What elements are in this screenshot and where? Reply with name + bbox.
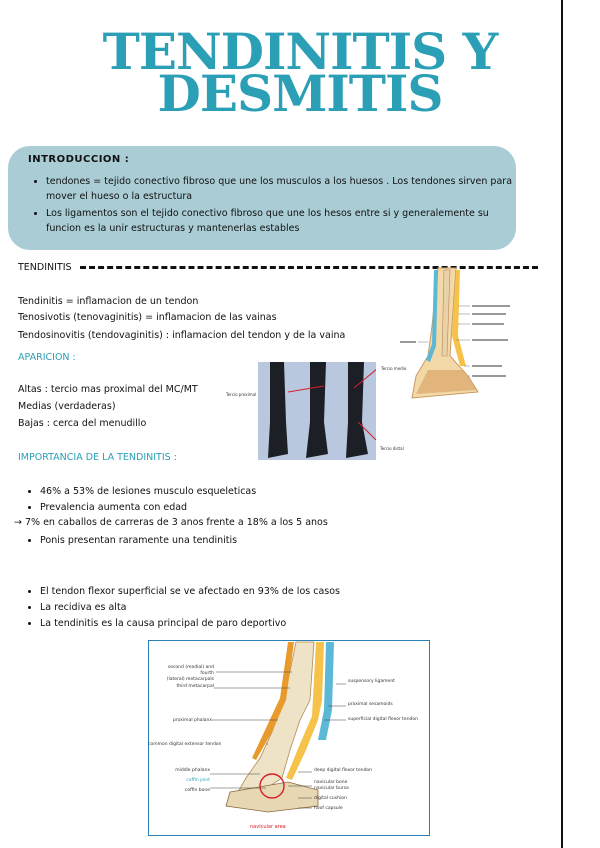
- diagram-label: deep digital flexor tendon: [314, 768, 373, 773]
- intro-bullet-list: [28, 174, 516, 238]
- aparicion-heading: APARICION :: [18, 352, 76, 363]
- list-item: • La recidiva es alta: [40, 600, 340, 616]
- diagram-label: common digital extensor tendon: [148, 742, 222, 747]
- diagram-label: proximal sesamoids: [348, 702, 393, 707]
- aparicion-item: Altas : tercio mas proximal del MC/MT: [18, 384, 198, 395]
- diagram-label: navicular bone: [314, 780, 348, 785]
- tendinitis-heading: TENDINITIS: [18, 262, 72, 273]
- diagram-label: second (medial) and fourth: [167, 665, 214, 676]
- importancia-list-a: [22, 484, 256, 516]
- photo-label-bottom: Tercio distal: [380, 446, 404, 451]
- photo-label-top: Tercio medio: [381, 366, 407, 371]
- aparicion-item: Medias (verdaderas): [18, 401, 116, 412]
- diagram-label: hoof capsule: [314, 806, 343, 811]
- list-item: • Ponis presentan raramente una tendinitis: [40, 533, 237, 549]
- diagram-label-left: [154, 665, 214, 683]
- diagram-label: (lateral) metacarpals: [166, 677, 214, 682]
- diagram-label: superficial digital flexor tendon: [348, 717, 419, 722]
- diagram-label: coffin joint: [186, 778, 210, 783]
- definition-line: Tenosivotis (tenovaginitis) = inflamacion de las vainas: [18, 312, 277, 323]
- aparicion-item: Bajas : cerca del menudillo: [18, 418, 147, 429]
- list-item: • El tendon flexor superficial se ve afectado en 93% de los casos: [40, 584, 340, 600]
- diagram-label: coffin bone: [184, 788, 210, 793]
- list-item: • La tendinitis es la causa principal de paro deportivo: [40, 616, 340, 632]
- definition-line: Tendosinovitis (tendovaginitis) : inflamacion del tendon y de la vaina: [18, 330, 346, 341]
- intro-heading: INTRODUCCION :: [28, 154, 130, 165]
- list-item: • 46% a 53% de lesiones musculo esqueleticas: [40, 484, 256, 500]
- leg-anatomy-illustration: [398, 266, 518, 402]
- importancia-list-b: [22, 533, 237, 549]
- diagram-label: proximal phalanx: [173, 718, 212, 723]
- intro-bullet: • Los ligamentos son el tejido conectivo fibroso que une los hesos entre si y generalemente su funcion es la unir estructuras y mantenerlas estables: [46, 206, 516, 236]
- definition-line: Tendinitis = inflamacion de un tendon: [18, 296, 199, 307]
- intro-box: [8, 146, 516, 250]
- importancia-list-c: [22, 584, 340, 632]
- page-right-border: [561, 0, 563, 848]
- arrow-item: → 7% en caballos de carreras de 3 anos frente a 18% a los 5 anos: [14, 517, 328, 528]
- diagram-label: digital cushion: [314, 796, 347, 801]
- leg-photo: [258, 362, 376, 460]
- page-title-line-2: DESMITIS: [157, 64, 443, 123]
- diagram-label: suspensory ligament: [348, 679, 395, 684]
- photo-label-left: Tercio proximal: [226, 392, 257, 397]
- list-item: • Prevalencia aumenta con edad: [40, 500, 256, 516]
- importancia-heading: IMPORTANCIA DE LA TENDINITIS :: [18, 452, 177, 463]
- diagram-label: middle phalanx: [175, 768, 210, 773]
- page-title-line-1: TENDINITIS Y: [102, 22, 498, 81]
- navicular-area-label: navicular area: [250, 824, 286, 830]
- diagram-label: third metacarpal: [176, 684, 214, 689]
- intro-bullet: • tendones = tejido conectivo fibroso que une los musculos a los huesos . Los tendones sirven para mover el hueso o la estructura: [46, 174, 516, 204]
- diagram-label: navicular bursa: [314, 786, 349, 791]
